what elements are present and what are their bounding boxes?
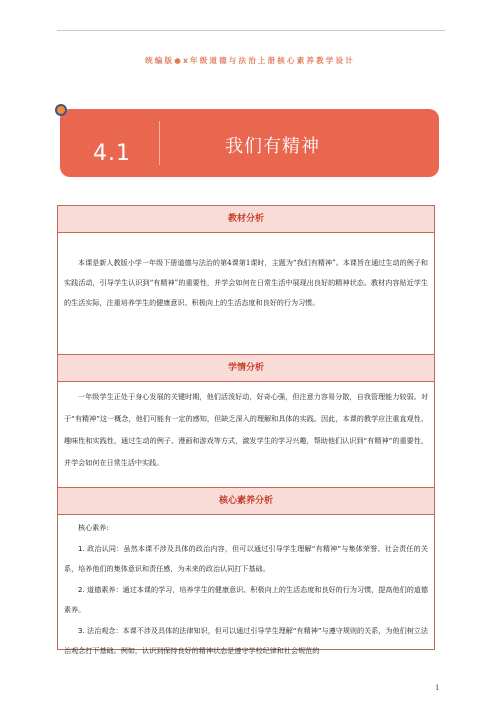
core-literacy-item-legal: 3. 法治观念：本课不涉及具体的法律知识，但可以通过引导学生理解“有精神”与遵守规则的关系，为他们树立法治观念打下基础。例如，认识到保持良好的精神状态是遵守学校纪律和社会规范的 <box>64 625 428 655</box>
textbook-analysis-text: 本课是新人教版小学一年级下册道德与法治的第4课第1课时，主题为“我们有精神”。本课旨在通过生动的例子和实践活动，引导学生认识到“有精神”的重要性，并学会如何在日常生活中展现出良好的精神状态。教材内容贴近学生的生活实际，注重培养学生的健康意识、积极向上的生活态度和良好的行为习惯。 <box>64 258 428 307</box>
core-literacy-item-political: 1. 政治认同：虽然本课不涉及具体的政治内容，但可以通过引导学生理解“有精神”与集体荣誉、社会责任的关系，培养他们的集体意识和责任感，为未来的政治认同打下基础。 <box>64 543 428 573</box>
banner-dot-icon <box>55 104 67 116</box>
section-heading-core-literacy: 核心素养分析 <box>58 487 434 515</box>
core-literacy-intro: 核心素养: <box>78 523 109 532</box>
page-number: 1 <box>435 684 440 692</box>
core-literacy-item-moral: 2. 道德素养：通过本课的学习，培养学生的健康意识、积极向上的生活态度和良好的行为习惯，提高他们的道德素养。 <box>64 584 428 614</box>
section-heading-student-analysis: 学情分析 <box>58 354 434 382</box>
document-header: 统编版●x年级道德与法治上册核心素养教学设计 <box>145 56 355 65</box>
lesson-number: 4.1 <box>93 141 131 166</box>
core-literacy-list <box>64 518 428 662</box>
banner-divider <box>159 121 160 165</box>
lesson-title: 我们有精神 <box>225 136 320 157</box>
section-heading-textbook-analysis: 教材分析 <box>58 206 434 233</box>
student-analysis-text: 一年级学生正处于身心发展的关键时期，他们活泼好动，好奇心强，但注意力容易分散，自我管理能力较弱。对于“有精神”这一概念，他们可能有一定的感知，但缺乏深入的理解和具体的实践。因此，本课的教学应注重直观性、趣味性和实践性，通过生动的例子、漫画和游戏等方式，激发学生的学习兴趣，帮助他们认识到“有精神”的重要性，并学会如何在日常生活中实践。 <box>64 392 428 467</box>
content-frame <box>57 205 435 655</box>
top-rule <box>57 30 445 31</box>
